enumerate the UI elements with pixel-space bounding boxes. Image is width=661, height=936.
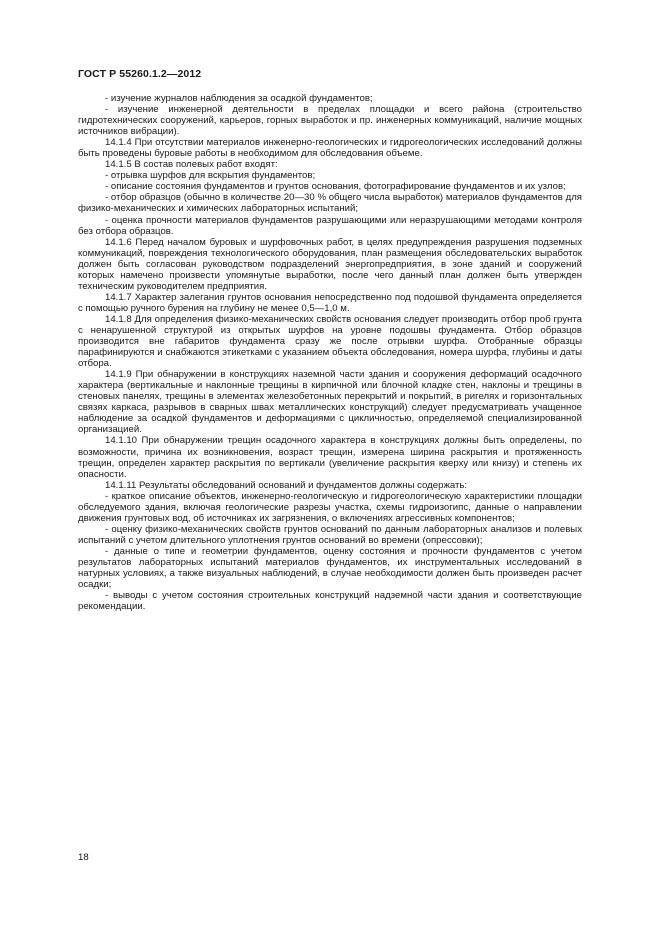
paragraph: - отбор образцов (обычно в количестве 20—30 % общего числа выработок) материалов фундаментов для физико-механических и химических лабораторных испытаний; xyxy=(78,192,582,215)
paragraph: 14.1.6 Перед началом буровых и шурфовочных работ, в целях предупреждения разрушения подземных коммуникаций, повреждения технологического оборудования, план размещения обследовательских выработок должен быть согласован руководством подразделений энергопредприятия, в зоне зданий и сооружений которых намечено произвести упомянутые выработки, после чего данный план должен быть утвержден техническим руководителем предприятия. xyxy=(78,236,582,292)
paragraph: 14.1.8 Для определения физико-механических свойств основания следует производить отбор проб грунта с ненарушенной структурой из открытых шурфов на уровне подошвы фундамента. Отбор образцов производится вне габаритов фундамента сразу же после отрывки шурфа. Отобранные образцы парафинируются и снабжаются этикетками с указанием объекта обследования, номера шурфа, глубины и даты отбора. xyxy=(78,313,582,370)
paragraph: 14.1.4 При отсутствии материалов инженерно-геологических и гидрогеологических исследований должны быть проведены буровые работы в необходимом для обследования объеме. xyxy=(78,137,582,160)
document-header-title: ГОСТ Р 55260.1.2—2012 xyxy=(78,68,202,80)
paragraph: 14.1.11 Результаты обследований оснований и фундаментов должны содержать: xyxy=(105,479,468,491)
page-number: 18 xyxy=(78,852,89,863)
paragraph: 14.1.9 При обнаружении в конструкциях наземной части здания и сооружения деформаций осадочного характера (вертикальные и наклонные трещины в кирпичной или блочной кладке стен, наклоны и трещины в стеновых панелях, трещины в элементах железобетонных перекрытий и покрытий, в ригелях и горизонтальных связях каркаса, разрывов в сварных швах металлических конструкций) следует предусматривать учащенное наблюдение за осадкой фундаментов и деформациями с цикличностью, определяемой специализированной организацией. xyxy=(78,369,582,436)
paragraph: - выводы с учетом состояния строительных конструкций надземной части здания и соответствующие рекомендации. xyxy=(78,590,582,613)
paragraph: 14.1.10 При обнаружении трещин осадочного характера в конструкциях должны быть определены, по возможности, причина их возникновения, возраст трещин, измерена ширина раскрытия и протяженность трещин, определен характер раскрытия по вертикали (увеличение раскрытия кверху или книзу) и степень их опасности. xyxy=(78,435,582,480)
paragraph: 14.1.7 Характер залегания грунтов основания непосредственно под подошвой фундамента определяется с помощью ручного бурения на глубину не менее 0,5—1,0 м. xyxy=(78,291,582,314)
paragraph: - оценку физико-механических свойств грунтов оснований по данным лабораторных анализов и полевых испытаний с учетом длительного уплотнения грунтов оснований во времени (опрессовки); xyxy=(78,523,582,546)
paragraph: - данные о типе и геометрии фундаментов, оценку состояния и прочности фундаментов с учетом результатов лабораторных испытаний материалов фундаментов, их инструментальных исследований в натурных условиях, а также визуальных наблюдений, в случае необходимости должен быть произведен расчет осадки; xyxy=(78,545,582,591)
paragraph: - описание состояния фундаментов и грунтов основания, фотографирование фундаментов и их узлов; xyxy=(105,181,566,193)
document-body xyxy=(78,93,582,612)
paragraph: - изучение инженерной деятельности в пределах площадки и всего района (строительство гидротехнических сооружений, карьеров, горных выработок и пр. инженерных коммуникаций, наличие мощных источников вибрации). xyxy=(78,104,582,138)
paragraph: - оценка прочности материалов фундаментов разрушающими или неразрушающими методами контроля без отбора образцов. xyxy=(78,214,582,237)
paragraph: 14.1.5 В состав полевых работ входят: xyxy=(105,159,278,171)
paragraph: - изучение журналов наблюдения за осадкой фундаментов; xyxy=(105,93,373,104)
paragraph: - отрывка шурфов для вскрытия фундаментов; xyxy=(105,170,316,182)
paragraph: - краткое описание объектов, инженерно-геологическую и гидрогеологическую характеристики площадки обследуемого здания, включая геологические разрезы участка, схемы гидроизогипс, данные о направлении движения грунтовых вод, об источниках их загрязнения, о включениях агрессивных компонентов; xyxy=(78,490,582,524)
